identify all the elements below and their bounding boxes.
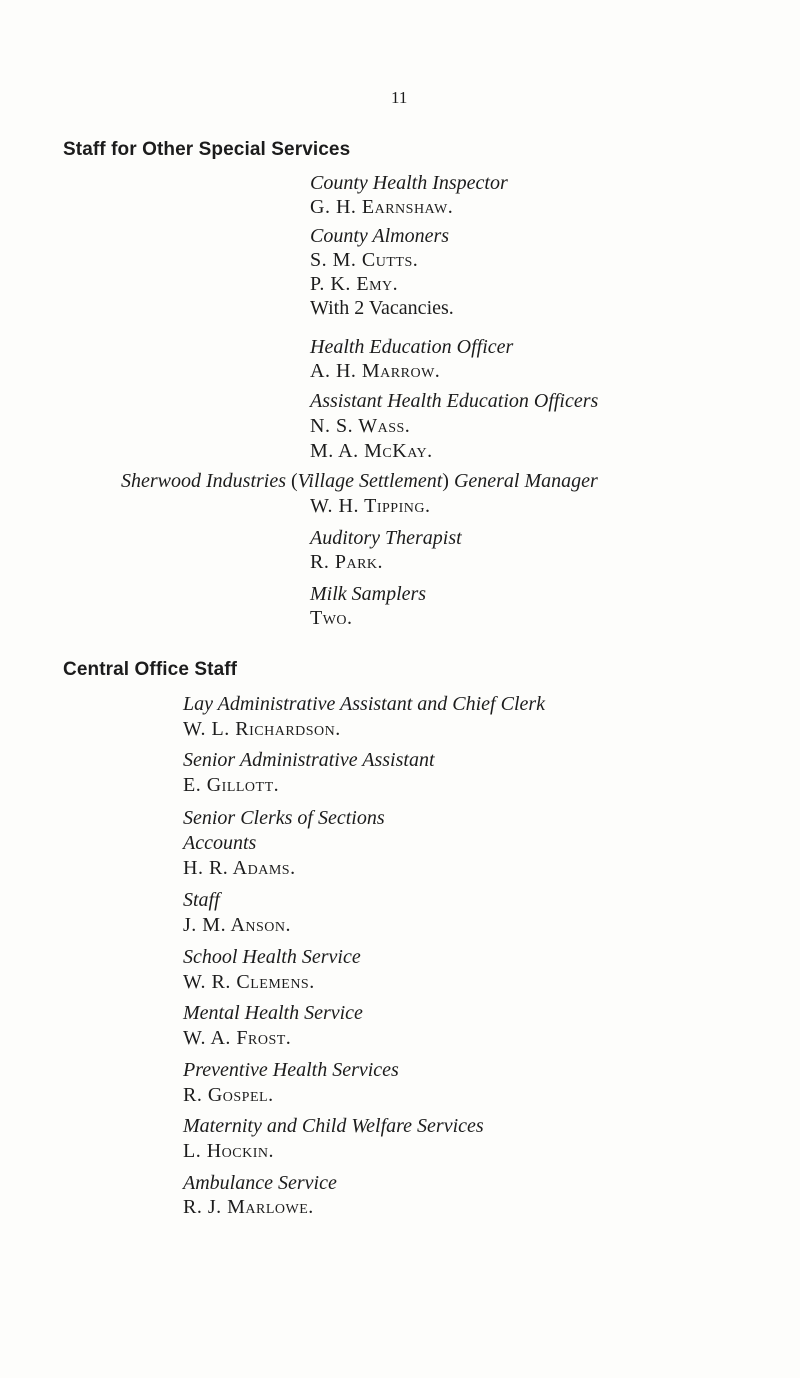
lay-admin-name: W. L. Richardson. xyxy=(183,718,341,740)
county-almoners-title: County Almoners xyxy=(310,225,450,247)
school-health-title: School Health Service xyxy=(183,946,361,968)
county-health-inspector-title: County Health Inspector xyxy=(310,172,508,194)
section-heading-other-services: Staff for Other Special Services xyxy=(63,139,351,160)
lay-admin-title: Lay Administrative Assistant and Chief Clerk xyxy=(183,693,546,715)
sherwood-title-open-paren: ( xyxy=(291,470,298,492)
maternity-name: L. Hockin. xyxy=(183,1140,274,1162)
health-education-officer-title: Health Education Officer xyxy=(310,336,514,358)
sherwood-manager-name: W. H. Tipping. xyxy=(310,495,431,517)
sherwood-title-part-1: Sherwood Industries xyxy=(121,470,291,492)
milk-samplers-value: Two. xyxy=(310,607,353,629)
senior-admin-title: Senior Administrative Assistant xyxy=(183,749,435,771)
assistant-health-education-name-2: M. A. McKay. xyxy=(310,440,433,462)
staff-title: Staff xyxy=(183,889,220,911)
sherwood-industries-title xyxy=(121,470,598,493)
staff-name: J. M. Anson. xyxy=(183,914,292,936)
health-education-officer-name: A. H. Marrow. xyxy=(310,360,441,382)
assistant-health-education-name-1: N. S. Wass. xyxy=(310,415,411,437)
senior-admin-name: E. Gillott. xyxy=(183,774,280,796)
mental-health-name: W. A. Frost. xyxy=(183,1027,292,1049)
page-number: 11 xyxy=(391,88,408,107)
school-health-name: W. R. Clemens. xyxy=(183,971,315,993)
auditory-therapist-name: R. Park. xyxy=(310,551,384,573)
section-heading-central-office: Central Office Staff xyxy=(63,659,238,680)
sherwood-title-close-paren: ) xyxy=(442,470,449,492)
county-almoners-name-2: P. K. Emy. xyxy=(310,273,399,295)
sherwood-title-part-2: Village Settlement xyxy=(297,470,443,492)
ambulance-title: Ambulance Service xyxy=(183,1172,337,1194)
ambulance-name: R. J. Marlowe. xyxy=(183,1196,314,1218)
preventive-name: R. Gospel. xyxy=(183,1084,274,1106)
county-health-inspector-name: G. H. Earnshaw. xyxy=(310,196,454,218)
accounts-title: Accounts xyxy=(183,832,257,854)
accounts-name: H. R. Adams. xyxy=(183,857,296,879)
maternity-title: Maternity and Child Welfare Services xyxy=(183,1115,484,1137)
mental-health-title: Mental Health Service xyxy=(183,1002,363,1024)
senior-clerks-title: Senior Clerks of Sections xyxy=(183,807,385,829)
sherwood-title-part-3: General Manager xyxy=(448,470,598,492)
assistant-health-education-title: Assistant Health Education Officers xyxy=(310,390,599,412)
auditory-therapist-title: Auditory Therapist xyxy=(310,527,462,549)
milk-samplers-title: Milk Samplers xyxy=(310,583,427,605)
county-almoners-vacancies: With 2 Vacancies. xyxy=(310,297,454,319)
preventive-title: Preventive Health Services xyxy=(183,1059,399,1081)
county-almoners-name-1: S. M. Cutts. xyxy=(310,249,419,271)
